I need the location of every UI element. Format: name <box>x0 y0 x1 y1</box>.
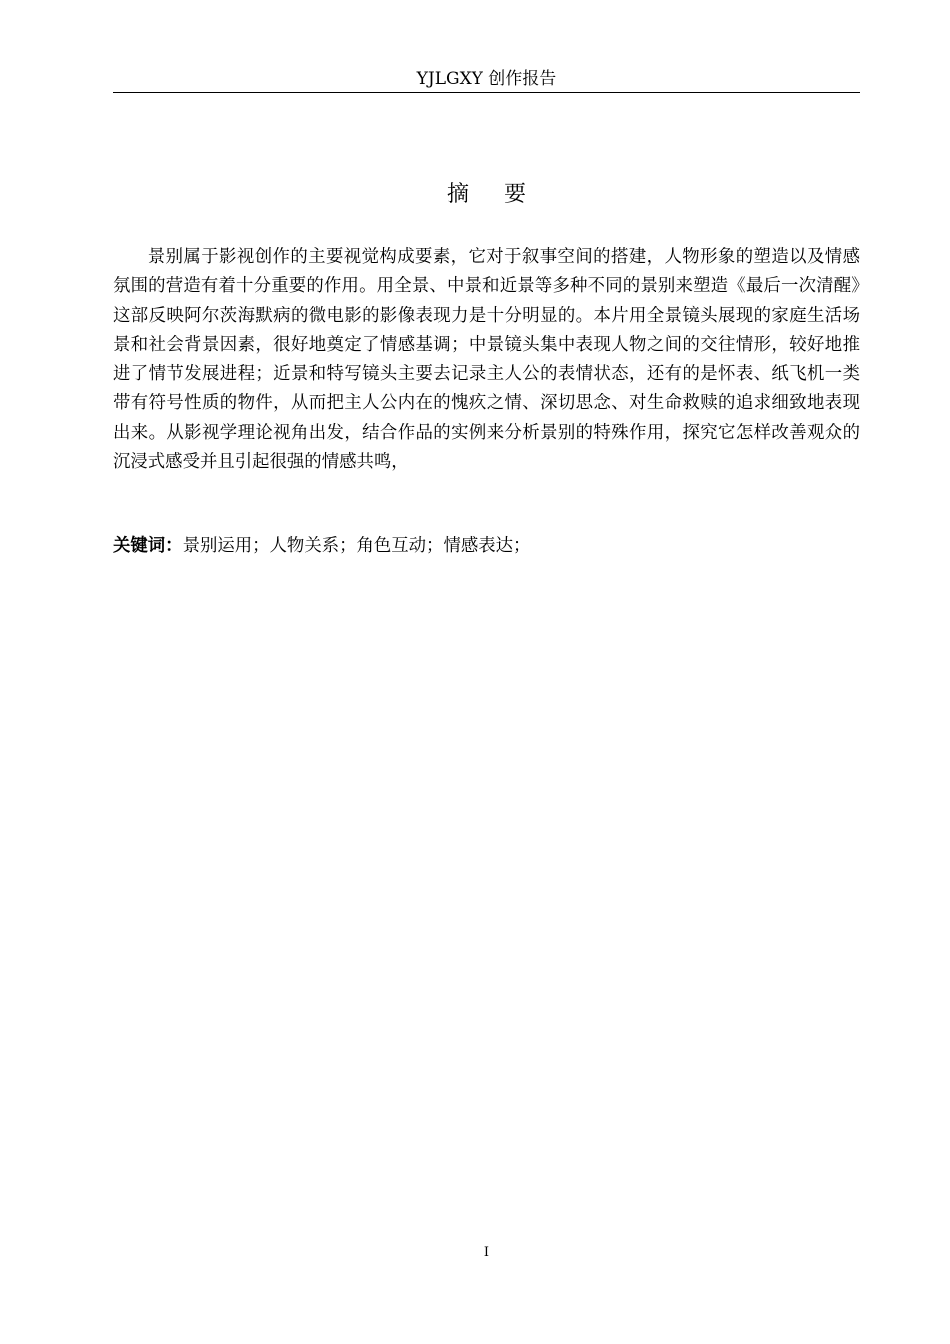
page-number: I <box>483 1245 490 1260</box>
keywords-value: 景别运用；人物关系；角色互动；情感表达； <box>182 536 531 556</box>
keywords-line <box>113 532 860 561</box>
abstract-title: 摘 要 <box>447 182 540 207</box>
keywords-label: 关键词： <box>113 536 183 556</box>
page-header <box>113 66 860 93</box>
header-title: YJLGXY 创作报告 <box>416 69 557 89</box>
abstract-body: 景别属于影视创作的主要视觉构成要素，它对于叙事空间的搭建，人物形象的塑造以及情感氛围的营造有着十分重要的作用。用全景、中景和近景等多种不同的景别来塑造《最后一次清醒》这部反映阿尔茨海默病的微电影的影像表现力是十分明显的。本片用全景镜头展现的家庭生活场景和社会背景因素，很好地奠定了情感基调；中景镜头集中表现人物之间的交往情形，较好地推进了情节发展进程；近景和特写镜头主要去记录主人公的表情状态，还有的是怀表、纸飞机一类带有符号性质的物件，从而把主人公内在的愧疚之情、深切思念、对生命救赎的追求细致地表现出来。从影视学理论视角出发，结合作品的实例来分析景别的特殊作用，探究它怎样改善观众的沉浸式感受并且引起很强的情感共鸣， <box>113 247 860 473</box>
